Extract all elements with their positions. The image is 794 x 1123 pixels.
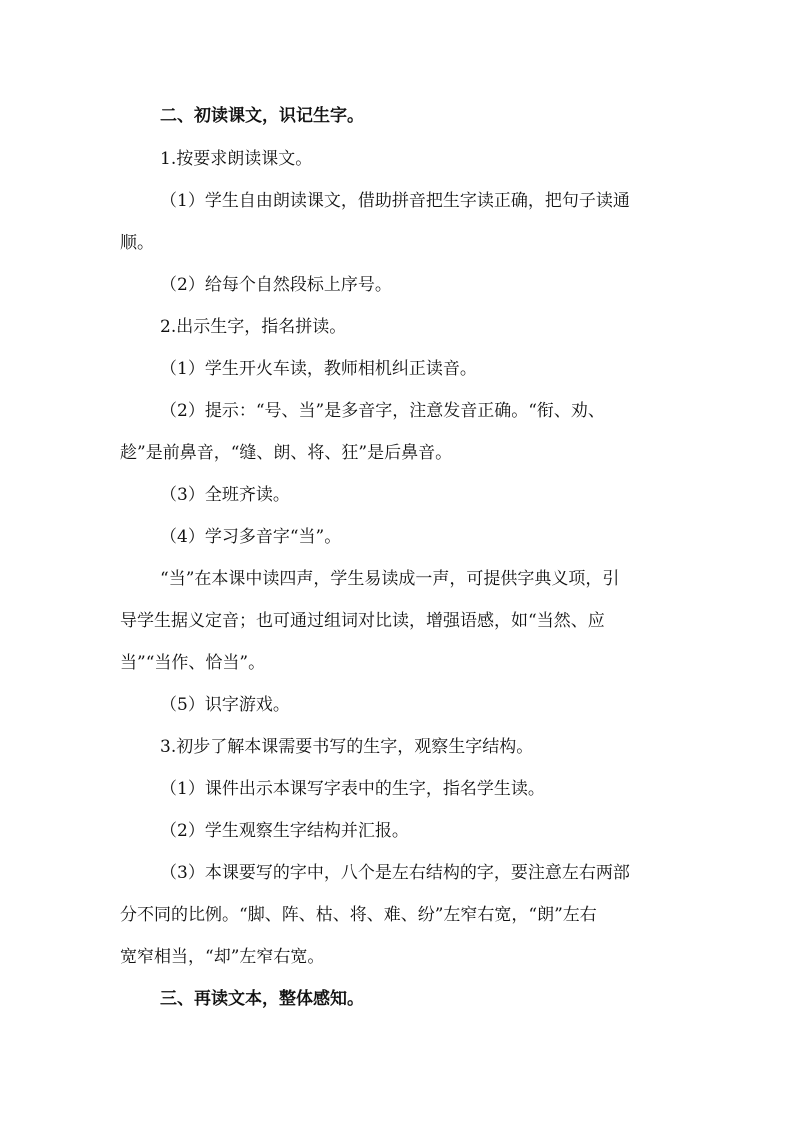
paragraph-line: （3）全班齐读。 (160, 485, 290, 505)
paragraph-line: 当”“当作、恰当”。 (120, 653, 266, 673)
paragraph-line: 导学生据义定音；也可通过组词对比读，增强语感，如“当然、应 (120, 611, 605, 631)
paragraph-line: （2）提示：“号、当”是多音字，注意发音正确。“衔、劝、 (160, 401, 605, 421)
paragraph-line: （2）学生观察生字结构并汇报。 (160, 821, 409, 841)
paragraph-line: （3）本课要写的字中，八个是左右结构的字，要注意左右两部 (160, 863, 630, 883)
section-heading-3: 三、再读文本，整体感知。 (160, 989, 364, 1009)
paragraph-line: （4）学习多音字“当”。 (160, 527, 342, 547)
paragraph-line: “当”在本课中读四声，学生易读成一声，可提供字典义项，引 (160, 569, 620, 589)
paragraph-line: 趁”是前鼻音，“缝、朗、将、狂”是后鼻音。 (120, 443, 453, 463)
paragraph-line: （1）学生开火车读，教师相机纠正读音。 (160, 359, 477, 379)
paragraph-line: （5）识字游戏。 (160, 695, 290, 715)
paragraph-line: 分不同的比例。“脚、阵、枯、将、难、纷”左窄右宽，“朗”左右 (120, 905, 597, 925)
paragraph-line: 宽窄相当，“却”左窄右宽。 (120, 947, 325, 967)
paragraph-line: （1）课件出示本课写字表中的生字，指名学生读。 (160, 779, 545, 799)
section-heading-2: 二、初读课文，识记生字。 (160, 106, 364, 126)
paragraph-line: 顺。 (120, 233, 154, 253)
paragraph-line: （2）给每个自然段标上序号。 (160, 275, 392, 295)
item-1-heading: 1.按要求朗读课文。 (160, 149, 313, 169)
item-3-heading: 3.初步了解本课需要书写的生字，观察生字结构。 (160, 737, 534, 757)
item-2-heading: 2.出示生字，指名拼读。 (160, 317, 347, 337)
paragraph-line: （1）学生自由朗读课文，借助拼音把生字读正确，把句子读通 (160, 191, 630, 211)
